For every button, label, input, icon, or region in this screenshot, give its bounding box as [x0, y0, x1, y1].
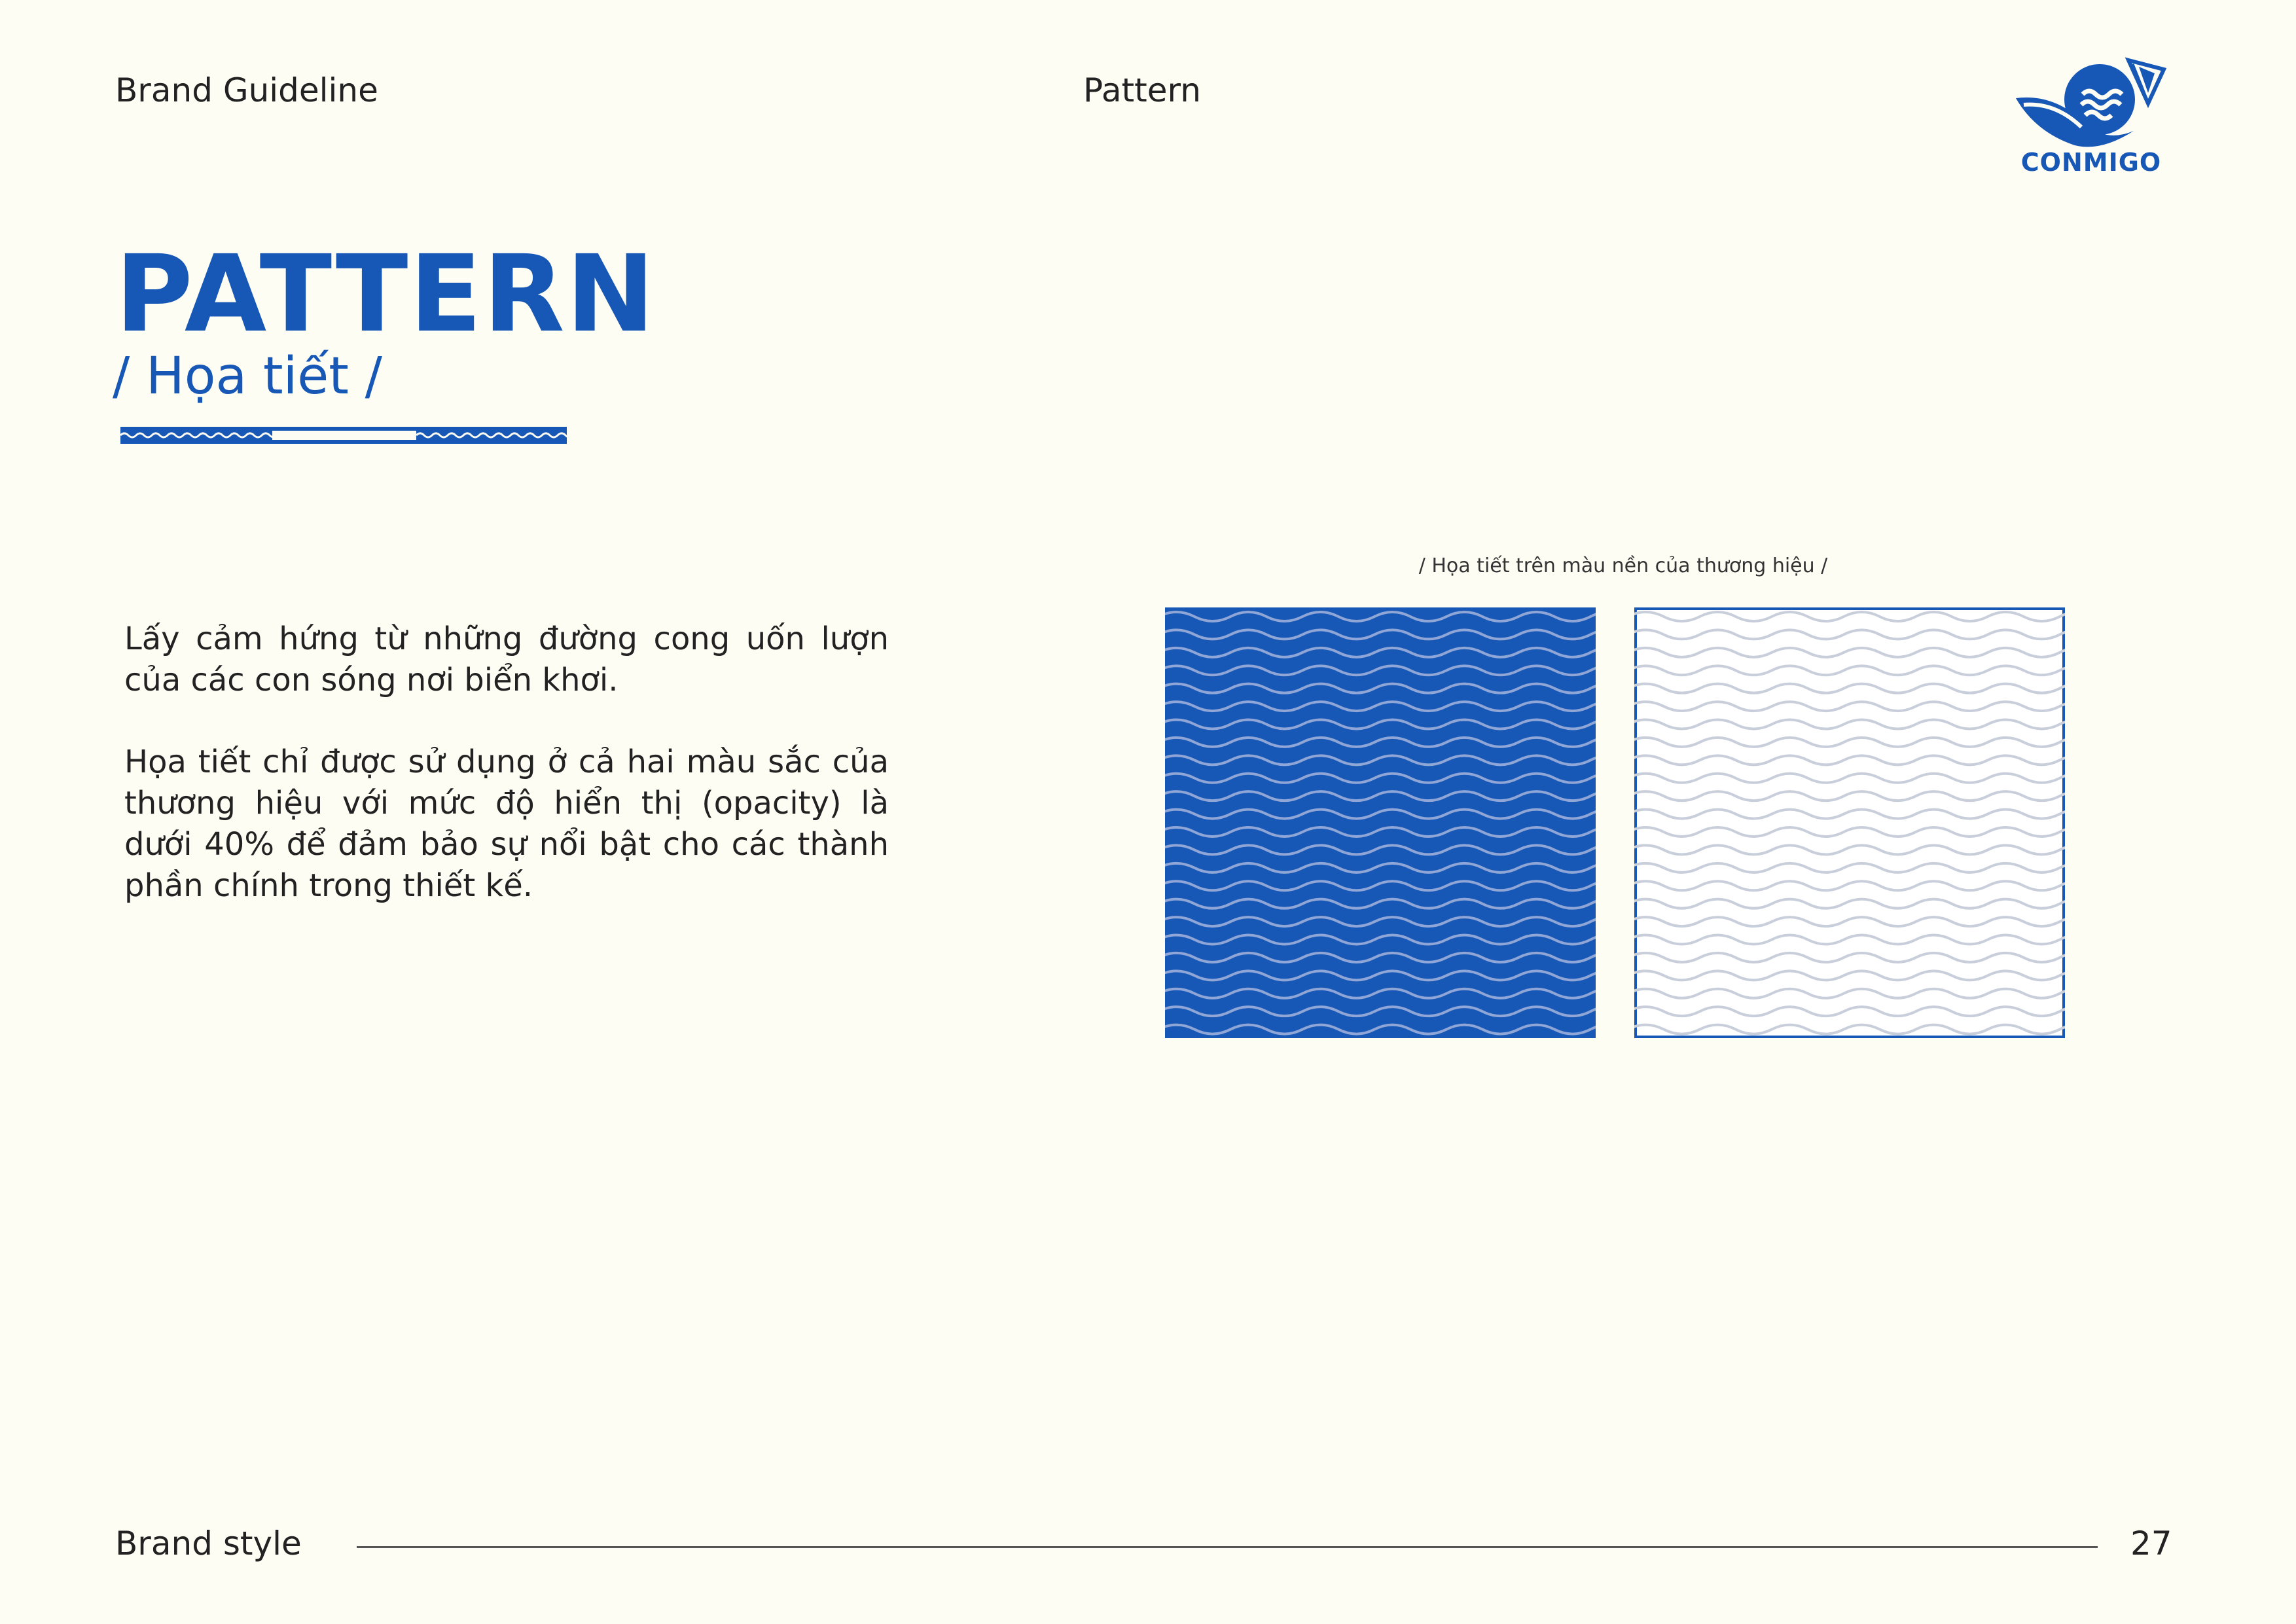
- body-paragraph-inspiration: Lấy cảm hứng từ những đường cong uốn lượn của các con sóng nơi biển khơi.: [124, 621, 889, 698]
- pattern-swatch-blue: [1165, 607, 1596, 1038]
- header-left-label: Brand Guideline: [115, 71, 378, 109]
- pattern-swatch-light: [1634, 607, 2065, 1038]
- pattern-caption: / Họa tiết trên màu nền của thương hiệu /: [1418, 554, 1828, 577]
- page-title: PATTERN: [115, 233, 656, 356]
- body-paragraph-usage: Họa tiết chỉ được sử dụng ở cả hai màu sắc của thương hiệu với mức độ hiển thị (opacity) là dưới 40% để đảm bảo sự nổi bật cho các thành phần chính trong thiết kế.: [124, 744, 889, 904]
- page-number: 27: [2130, 1525, 2172, 1562]
- footer-section-label: Brand style: [115, 1525, 302, 1562]
- footer-divider: [357, 1546, 2098, 1548]
- page-subtitle: / Họa tiết /: [113, 347, 382, 406]
- brand-logo-text: CONMIGO: [2020, 148, 2162, 177]
- wave-divider-icon: [120, 427, 567, 444]
- header-section-label: Pattern: [1083, 71, 1201, 109]
